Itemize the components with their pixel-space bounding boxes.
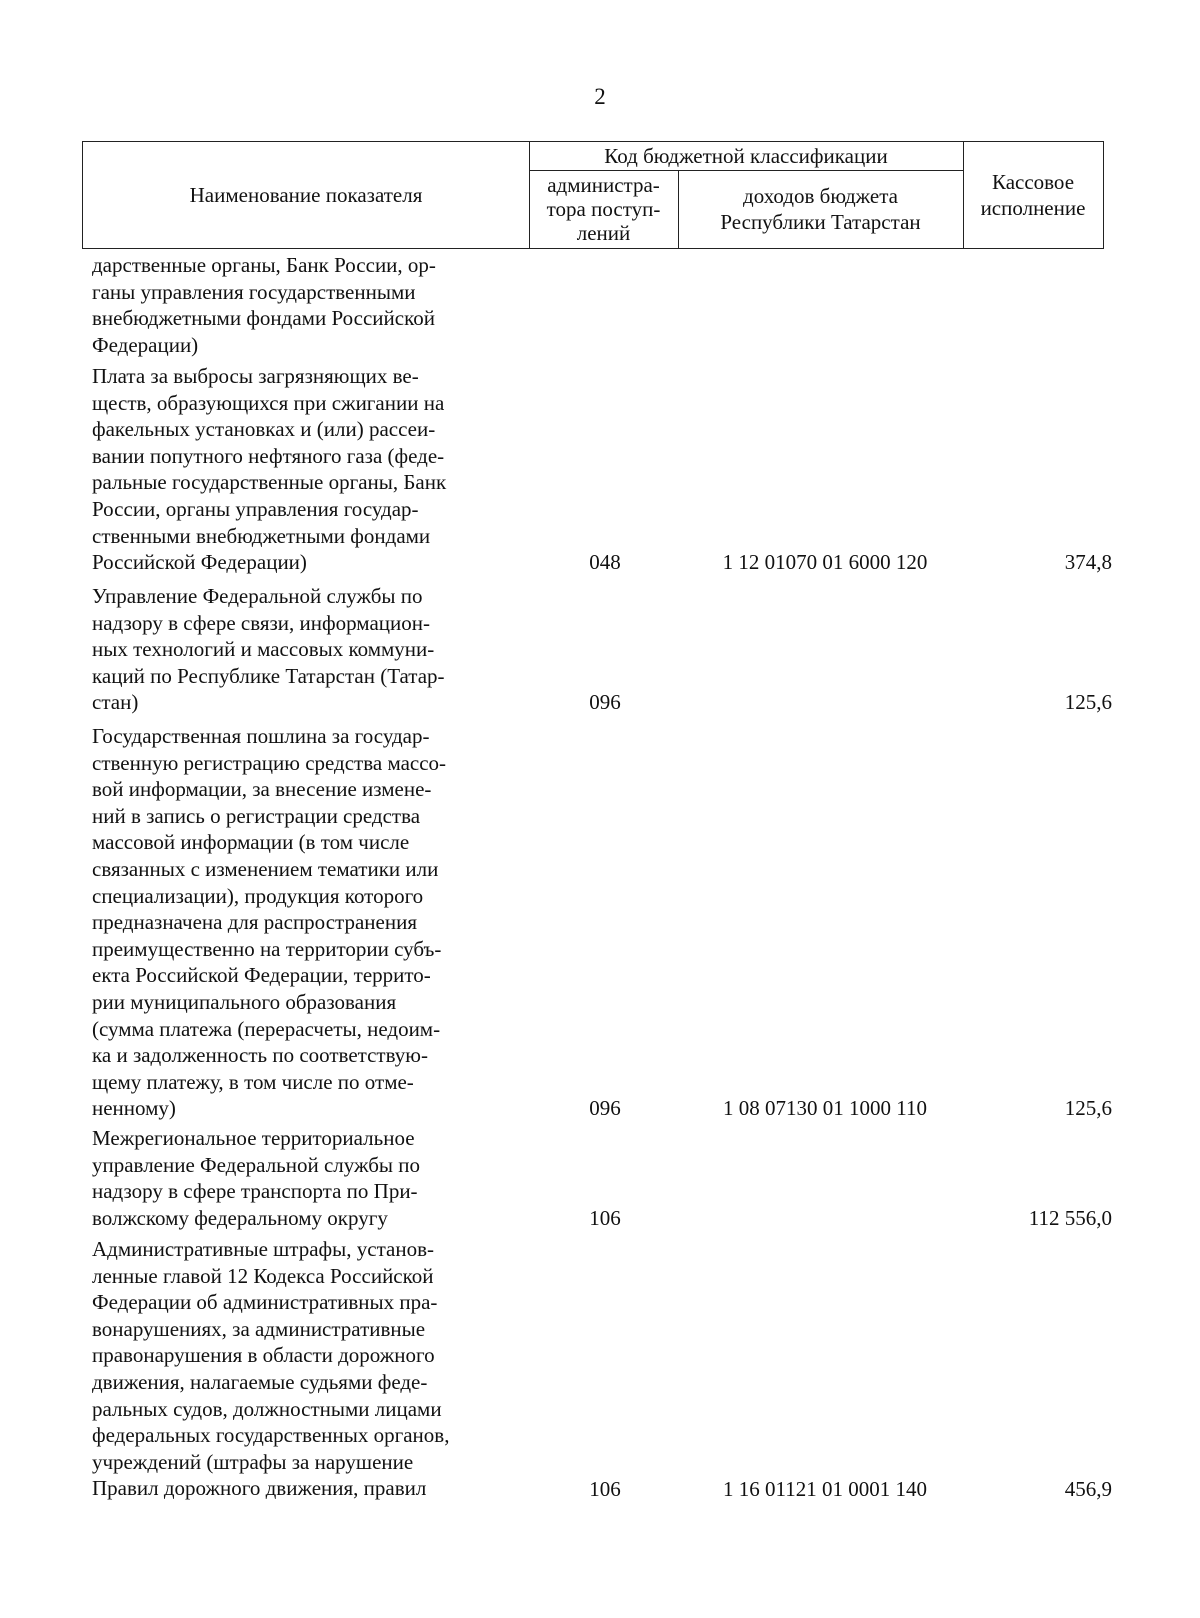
row-name-line: учреждений (штрафы за нарушение bbox=[92, 1449, 414, 1474]
row-admin-code: 096 bbox=[589, 1096, 621, 1120]
header-col-admin-line: тора поступ- bbox=[546, 197, 661, 221]
header-col-income-line: Республики Татарстан bbox=[720, 210, 921, 234]
row-name-line: рии муниципального образования bbox=[92, 989, 397, 1014]
row-name-line: вонарушениях, за административные bbox=[92, 1316, 426, 1341]
row-name-line: ганы управления государственными bbox=[92, 279, 416, 304]
row-name-line: надзору в сфере связи, информацион- bbox=[92, 610, 430, 635]
row-amount: 125,6 bbox=[1064, 690, 1112, 714]
row-name-line: вании попутного нефтяного газа (феде- bbox=[92, 443, 445, 468]
row-admin-code: 048 bbox=[589, 550, 621, 574]
row-admin-code: 096 bbox=[589, 690, 621, 714]
row-name-line: Плата за выбросы загрязняющих ве- bbox=[92, 364, 419, 388]
row-name-line: ществ, образующихся при сжигании на bbox=[92, 390, 445, 415]
row-name-line: ленные главой 12 Кодекса Российской bbox=[92, 1263, 434, 1288]
header-col-income bbox=[678, 170, 963, 248]
row-name-line: России, органы управления государ- bbox=[92, 496, 419, 521]
row-admin-code: 106 bbox=[589, 1477, 621, 1501]
row-name-line: вой информации, за внесение измене- bbox=[92, 777, 432, 802]
row-admin-code: 106 bbox=[589, 1206, 621, 1230]
row-name-line: ненному) bbox=[92, 1096, 176, 1121]
row-income-code: 1 12 01070 01 6000 120 bbox=[722, 550, 928, 574]
row-name-line: Межрегиональное территориальное bbox=[92, 1126, 415, 1150]
row-name-line: управление Федеральной службы по bbox=[92, 1152, 421, 1177]
row-name-line: ральные государственные органы, Банк bbox=[92, 470, 447, 495]
row-name-line: Государственная пошлина за государ- bbox=[92, 724, 430, 748]
row-name-line: волжскому федеральному округу bbox=[92, 1205, 388, 1230]
row-name-line: Федерации) bbox=[92, 332, 199, 357]
row-name-line: ственную регистрацию средства массо- bbox=[92, 750, 447, 775]
table-header bbox=[82, 141, 1104, 249]
row-name-line: ний в запись о регистрации средства bbox=[92, 803, 421, 828]
row-name-line: предназначена для распространения bbox=[92, 910, 417, 935]
row-amount: 374,8 bbox=[1064, 550, 1112, 574]
row-name-line: дарственные органы, Банк России, ор- bbox=[92, 253, 436, 277]
page-number: 2 bbox=[594, 84, 606, 109]
row-name bbox=[92, 363, 520, 576]
header-col-group: Код бюджетной классификации bbox=[604, 144, 888, 168]
row-name-line: правонарушения в области дорожного bbox=[92, 1343, 435, 1368]
row-name bbox=[92, 1125, 520, 1231]
row-name-line: Федерации об административных пра- bbox=[92, 1290, 438, 1315]
row-name bbox=[92, 583, 520, 716]
row-name-line: екта Российской Федерации, террито- bbox=[92, 963, 431, 988]
row-name-line: преимущественно на территории субъ- bbox=[92, 936, 442, 961]
row-name bbox=[92, 1236, 520, 1502]
row-name-line: движения, налагаемые судьями феде- bbox=[92, 1369, 428, 1394]
row-name-line: Административные штрафы, установ- bbox=[92, 1237, 434, 1261]
row-name bbox=[92, 723, 520, 1122]
row-income-code: 1 16 01121 01 0001 140 bbox=[723, 1477, 927, 1501]
header-col-admin-line: лений bbox=[576, 221, 631, 245]
row-amount: 112 556,0 bbox=[1028, 1206, 1112, 1230]
row-name-line: щему платежу, в том числе по отме- bbox=[92, 1069, 414, 1094]
row-income-code: 1 08 07130 01 1000 110 bbox=[723, 1096, 927, 1120]
row-name-line: Российской Федерации) bbox=[92, 550, 307, 575]
header-col-amount bbox=[963, 142, 1103, 248]
row-amount: 125,6 bbox=[1064, 1096, 1112, 1120]
row-name-line: каций по Республике Татарстан (Татар- bbox=[92, 663, 445, 688]
header-col-admin bbox=[529, 170, 678, 248]
header-col-amount-line: Кассовое bbox=[991, 170, 1075, 194]
header-col-admin-line: администра- bbox=[547, 173, 660, 197]
row-name-line: федеральных государственных органов, bbox=[92, 1423, 450, 1448]
row-name-line: (сумма платежа (перерасчеты, недоим- bbox=[92, 1016, 441, 1041]
row-name-line: ка и задолженность по соответствую- bbox=[92, 1043, 428, 1068]
row-name-line: специализации), продукция которого bbox=[92, 883, 424, 908]
row-name-line: ственными внебюджетными фондами bbox=[92, 523, 431, 548]
row-name-line: стан) bbox=[92, 690, 139, 715]
row-name-line: связанных с изменением тематики или bbox=[92, 856, 439, 881]
header-col-name: Наименование показателя bbox=[189, 183, 423, 207]
row-name-line: массовой информации (в том числе bbox=[92, 830, 410, 855]
row-name-line: ных технологий и массовых коммуни- bbox=[92, 637, 435, 662]
row-name-line: внебюджетными фондами Российской bbox=[92, 306, 435, 331]
row-name bbox=[92, 252, 520, 358]
row-name-line: Правил дорожного движения, правил bbox=[92, 1476, 427, 1501]
row-amount: 456,9 bbox=[1064, 1477, 1112, 1501]
header-col-amount-line: исполнение bbox=[980, 196, 1086, 220]
row-name-line: ральных судов, должностными лицами bbox=[92, 1396, 442, 1421]
row-name-line: Управление Федеральной службы по bbox=[92, 584, 423, 608]
header-col-income-line: доходов бюджета bbox=[743, 184, 898, 208]
row-name-line: надзору в сфере транспорта по При- bbox=[92, 1179, 418, 1204]
row-name-line: факельных установках и (или) рассеи- bbox=[92, 417, 436, 442]
